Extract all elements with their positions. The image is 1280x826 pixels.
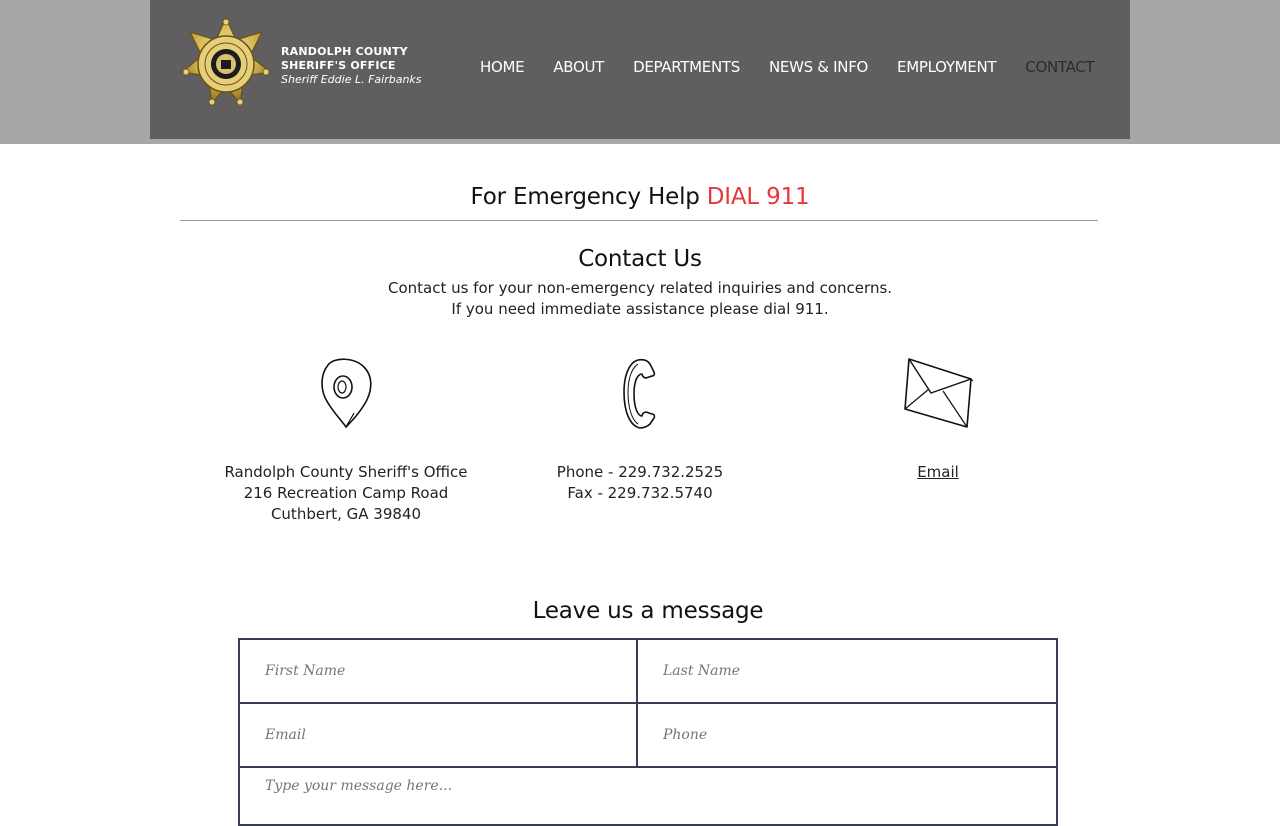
- brand-sheriff: Sheriff Eddie L. Fairbanks: [281, 73, 422, 86]
- message-form: [238, 638, 1058, 808]
- main-nav: [480, 58, 1123, 76]
- contact-title: Contact Us: [578, 246, 702, 272]
- brand-county: RANDOLPH COUNTY: [281, 45, 408, 58]
- brand-text: [281, 45, 422, 87]
- map-pin-icon: [318, 357, 374, 431]
- phone-number: Phone - 229.732.2525: [556, 463, 724, 481]
- nav-about[interactable]: ABOUT: [553, 58, 605, 76]
- email-input[interactable]: [265, 704, 636, 766]
- contact-desc-line-2: If you need immediate assistance please dial 911.: [451, 300, 829, 318]
- emergency-prefix: For Emergency Help: [470, 184, 700, 210]
- address-line-1: Randolph County Sheriff's Office: [224, 463, 468, 481]
- phone-input[interactable]: [663, 704, 1056, 766]
- telephone-icon: [618, 356, 662, 432]
- first-name-field-box: [238, 638, 638, 704]
- nav-employment[interactable]: EMPLOYMENT: [897, 58, 997, 76]
- nav-home[interactable]: HOME: [480, 58, 525, 76]
- address-block: [196, 462, 496, 525]
- message-textarea[interactable]: [265, 778, 1056, 818]
- address-line-2: 216 Recreation Camp Road: [243, 484, 449, 502]
- brand-office: SHERIFF'S OFFICE: [281, 59, 396, 72]
- emergency-dial: DIAL 911: [706, 184, 810, 210]
- contact-description: [0, 278, 1280, 320]
- contact-desc-line-1: Contact us for your non-emergency related inquiries and concerns.: [387, 279, 893, 297]
- site-header: [150, 0, 1130, 139]
- last-name-field-box: [636, 638, 1058, 704]
- sheriff-badge-logo[interactable]: [180, 16, 272, 108]
- fax-number: Fax - 229.732.5740: [567, 484, 713, 502]
- last-name-input[interactable]: [663, 640, 1056, 702]
- email-block: [788, 462, 1088, 483]
- envelope-icon: [901, 355, 975, 431]
- phone-block: [490, 462, 790, 504]
- first-name-input[interactable]: [265, 640, 636, 702]
- nav-news-info[interactable]: NEWS & INFO: [768, 58, 869, 76]
- message-form-title: Leave us a message: [532, 598, 764, 624]
- email-field-box: [238, 702, 638, 768]
- phone-field-box: [636, 702, 1058, 768]
- nav-contact[interactable]: CONTACT: [1025, 58, 1095, 76]
- message-field-box: [238, 766, 1058, 826]
- divider: [180, 220, 1098, 221]
- address-line-3: Cuthbert, GA 39840: [270, 505, 422, 523]
- emergency-banner: [0, 184, 1280, 210]
- email-link[interactable]: Email: [917, 463, 959, 481]
- nav-departments[interactable]: DEPARTMENTS: [633, 58, 740, 76]
